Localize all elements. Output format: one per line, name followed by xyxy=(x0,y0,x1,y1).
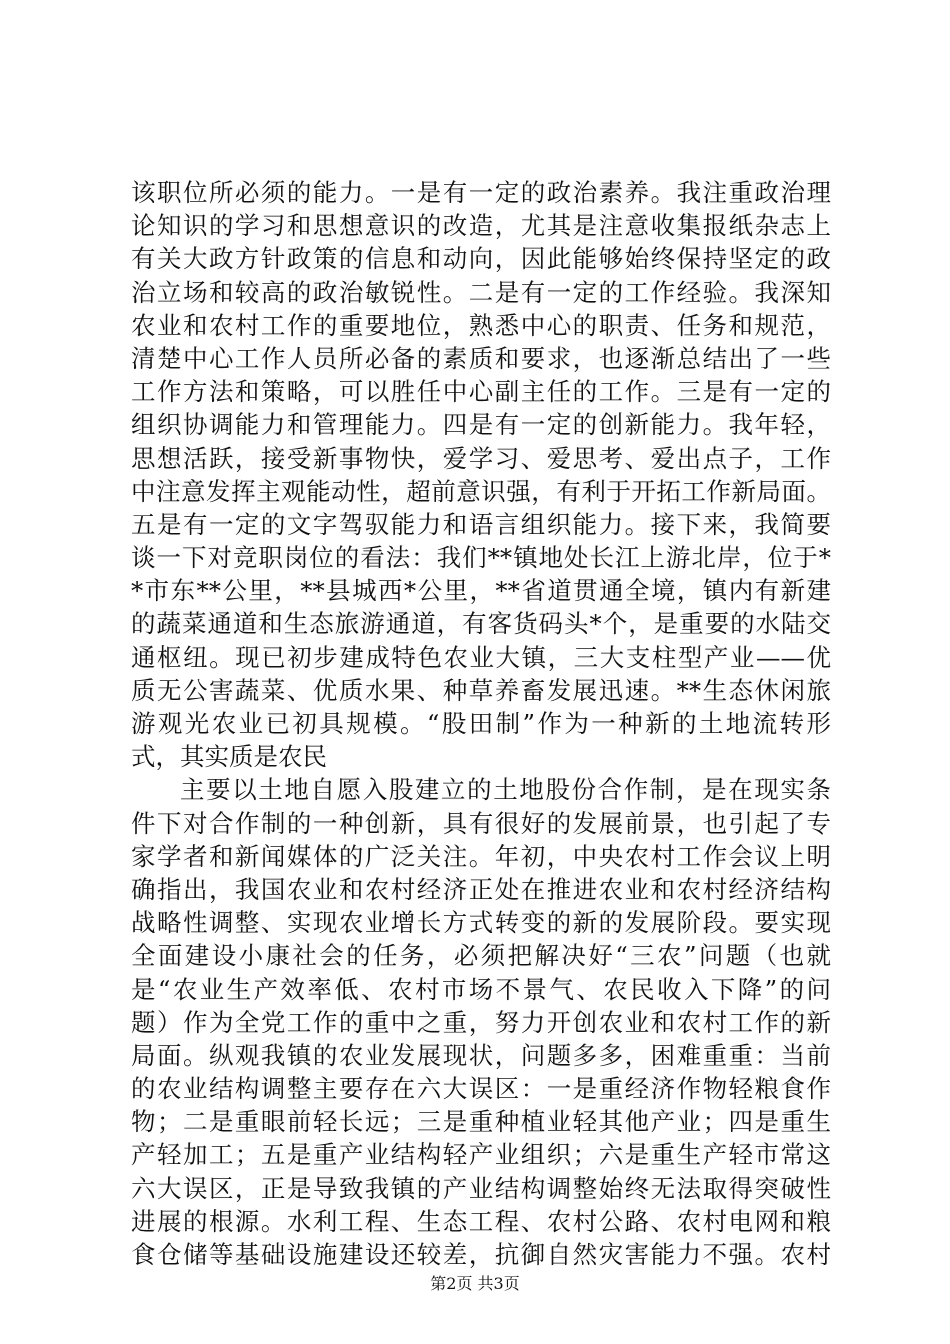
paragraph-1 xyxy=(131,176,831,773)
text-line: 质无公害蔬菜、优质水果、种草养畜发展迅速。**生态休闲旅 xyxy=(131,675,831,705)
text-line: 该职位所必须的能力。一是有一定的政治素养。我注重政治理 xyxy=(131,178,831,207)
text-line: 主要以土地自愿入股建立的土地股份合作制，是在现实条 xyxy=(180,775,831,805)
text-line: 战略性调整、实现农业增长方式转变的新的发展阶段。要实现 xyxy=(131,908,831,938)
text-line: 中注意发挥主观能动性，超前意识强，有利于开拓工作新局面。 xyxy=(131,476,831,506)
text-line: 组织协调能力和管理能力。四是有一定的创新能力。我年轻， xyxy=(131,410,831,440)
text-line: 游观光农业已初具规模。“股田制”作为一种新的土地流转形 xyxy=(131,709,831,738)
text-line: 物；二是重眼前轻长远；三是重种植业轻其他产业；四是重生 xyxy=(131,1107,831,1137)
text-line: 进展的根源。水利工程、生态工程、农村公路、农村电网和粮 xyxy=(131,1206,831,1236)
text-line: 谈一下对竞职岗位的看法：我们**镇地处长江上游北岸，位于* xyxy=(131,543,831,573)
text-line: 农业和农村工作的重要地位，熟悉中心的职责、任务和规范， xyxy=(131,310,831,340)
text-line: 的蔬菜通道和生态旅游通道，有客货码头*个，是重要的水陆交 xyxy=(131,609,831,639)
page-number-footer: 第2页 共3页 xyxy=(430,1274,520,1293)
text-line: 论知识的学习和思想意识的改造，尤其是注意收集报纸杂志上 xyxy=(131,211,831,241)
text-line: 全面建设小康社会的任务，必须把解决好“三农”问题（也就 xyxy=(131,941,831,971)
paragraph-2 xyxy=(131,773,831,1271)
body-text xyxy=(131,176,831,1271)
text-line: 件下对合作制的一种创新，具有很好的发展前景，也引起了专 xyxy=(131,808,831,838)
text-line: 思想活跃，接受新事物快，爱学习、爱思考、爱出点子，工作 xyxy=(131,443,831,473)
text-line: 家学者和新闻媒体的广泛关注。年初，中央农村工作会议上明 xyxy=(131,841,831,871)
text-line: 题）作为全党工作的重中之重，努力开创农业和农村工作的新 xyxy=(131,1007,831,1037)
text-line: 产轻加工；五是重产业结构轻产业组织；六是重生产轻市常这 xyxy=(131,1140,831,1170)
text-line: 治立场和较高的政治敏锐性。二是有一定的工作经验。我深知 xyxy=(131,277,831,307)
text-line: 清楚中心工作人员所必备的素质和要求，也逐渐总结出了一些 xyxy=(131,343,831,373)
text-line: 局面。纵观我镇的农业发展现状，问题多多，困难重重：当前 xyxy=(131,1040,831,1070)
text-line: 六大误区，正是导致我镇的产业结构调整始终无法取得突破性 xyxy=(131,1173,831,1203)
text-line: *市东**公里，**县城西*公里，**省道贯通全境，镇内有新建 xyxy=(131,576,831,606)
text-line: 通枢纽。现已初步建成特色农业大镇，三大支柱型产业——优 xyxy=(131,642,831,672)
text-line: 式，其实质是农民 xyxy=(131,742,327,772)
text-line: 是“农业生产效率低、农村市场不景气、农民收入下降”的问 xyxy=(131,974,831,1004)
text-line: 确指出，我国农业和农村经济正处在推进农业和农村经济结构 xyxy=(131,874,831,904)
text-line: 五是有一定的文字驾驭能力和语言组织能力。接下来，我简要 xyxy=(131,509,831,539)
text-line: 有关大政方针政策的信息和动向，因此能够始终保持坚定的政 xyxy=(131,244,831,274)
text-line: 的农业结构调整主要存在六大误区：一是重经济作物轻粮食作 xyxy=(131,1074,831,1104)
text-line: 食仓储等基础设施建设还较差，抗御自然灾害能力不强。农村 xyxy=(131,1240,831,1269)
text-line: 工作方法和策略，可以胜任中心副主任的工作。三是有一定的 xyxy=(131,377,831,407)
